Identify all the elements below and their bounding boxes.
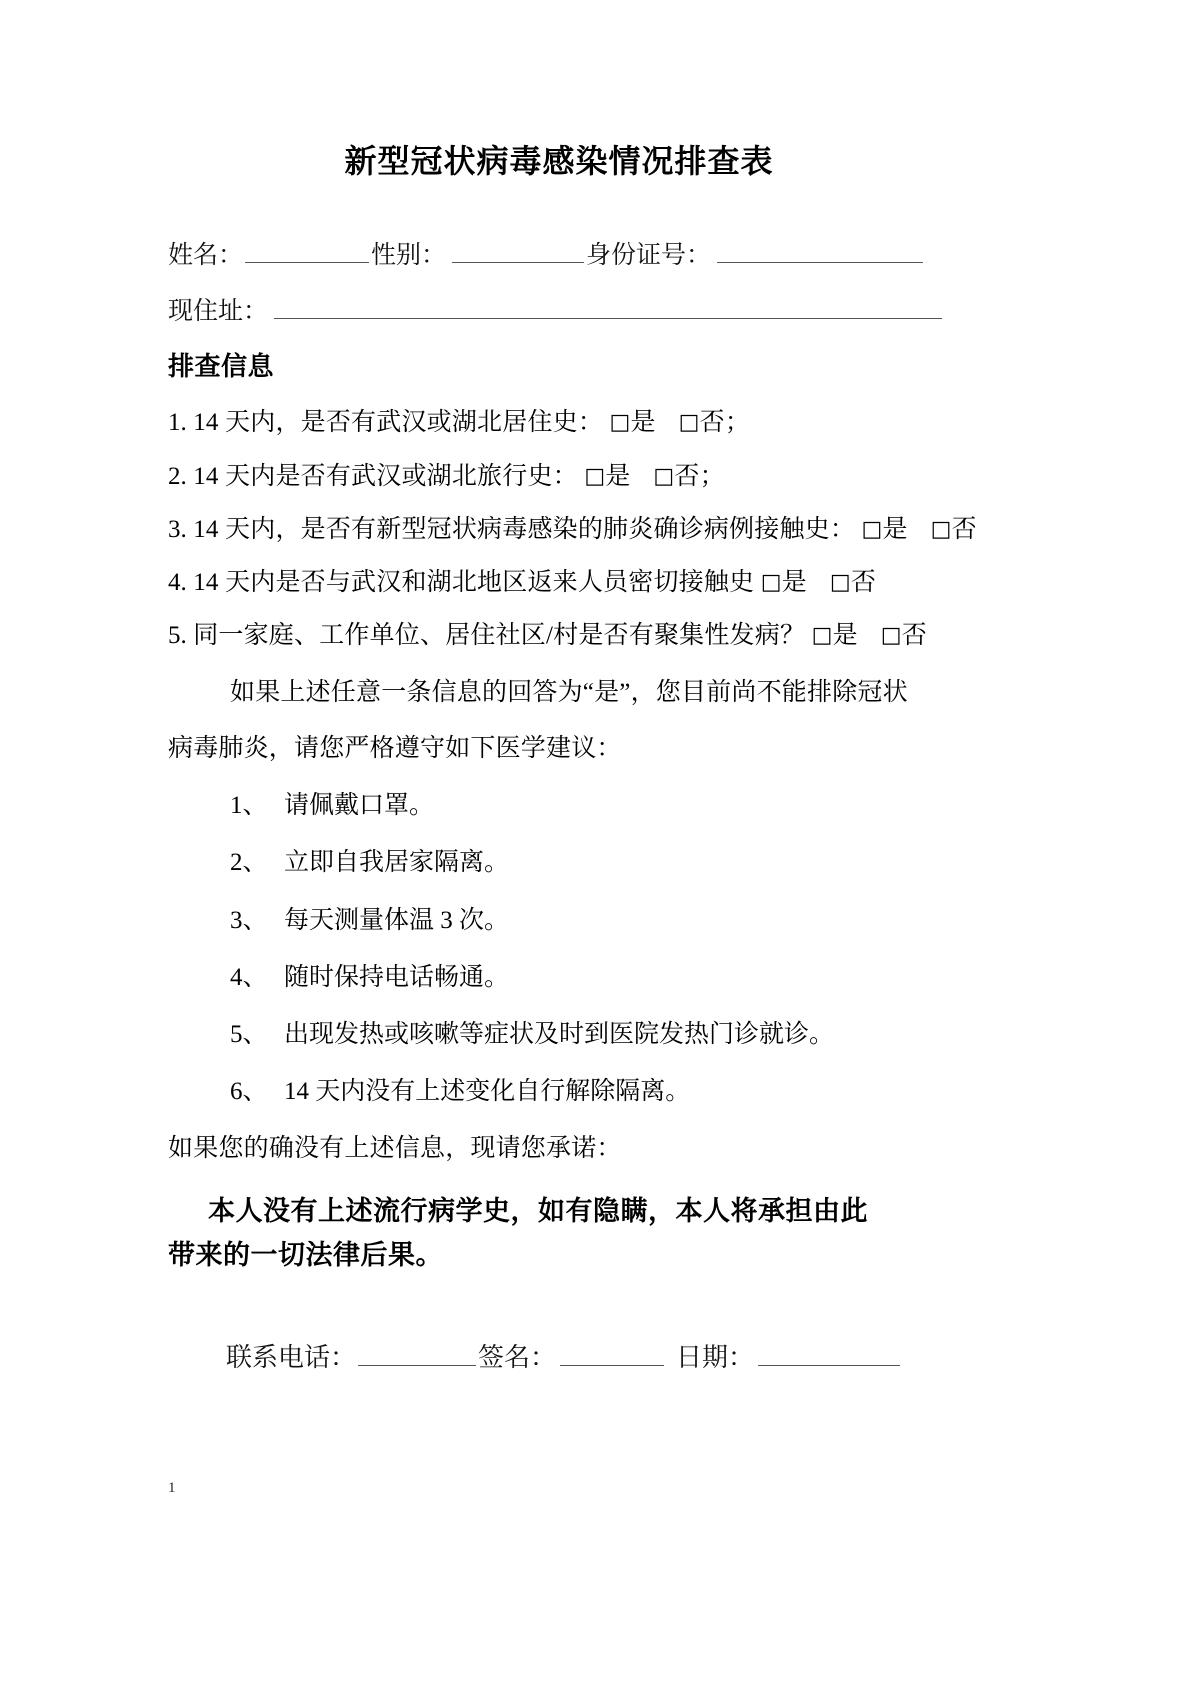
question-option-no[interactable]: 否: [951, 515, 977, 543]
date-label: 日期：: [676, 1342, 755, 1372]
checkbox-empty-icon[interactable]: □: [584, 463, 606, 489]
question-item: [168, 515, 977, 543]
advice-number: 1、: [230, 792, 268, 820]
question-text: 14 天内是否有武汉或湖北旅行史：: [193, 462, 578, 490]
advice-text: 随时保持电话畅通。: [284, 963, 510, 991]
section-heading-screening: 排查信息: [168, 352, 275, 383]
page-number: 1: [168, 1480, 176, 1496]
list-item: [168, 793, 950, 819]
notice-line-2: 病毒肺炎，请您严格遵守如下医学建议：: [168, 734, 622, 762]
signature-row: [168, 1342, 950, 1372]
identity-row: [168, 242, 950, 268]
checkbox-empty-icon[interactable]: □: [760, 570, 782, 596]
question-option-no[interactable]: 否: [674, 462, 700, 490]
list-item: [168, 1079, 950, 1105]
question-number: 1.: [168, 409, 187, 437]
question-number: 3.: [168, 515, 187, 543]
question-number: 4.: [168, 569, 187, 597]
question-option-no[interactable]: 否: [699, 409, 725, 437]
question-option-no[interactable]: 否: [850, 569, 877, 597]
question-number: 2.: [168, 462, 187, 490]
question-option-yes[interactable]: 是: [605, 462, 631, 490]
advice-text: 14 天内没有上述变化自行解除隔离。: [284, 1078, 691, 1106]
pledge-text: [168, 1190, 950, 1279]
advice-number: 5、: [230, 1021, 268, 1049]
id-number-label: 身份证号：: [586, 242, 712, 270]
advice-number: 4、: [230, 963, 268, 991]
question-number: 5.: [168, 622, 187, 650]
advice-text: 出现发热或咳嗽等症状及时到医院发热门诊就诊。: [284, 1021, 835, 1049]
phone-input-blank[interactable]: [358, 1345, 476, 1366]
checkbox-empty-icon[interactable]: □: [811, 623, 833, 649]
address-label: 现住址：: [168, 298, 269, 326]
gender-input-blank[interactable]: [452, 242, 584, 263]
address-row: [168, 298, 950, 324]
question-text: 14 天内，是否有新型冠状病毒感染的肺炎确诊病例接触史：: [193, 515, 856, 543]
advice-text: 每天测量体温 3 次。: [284, 906, 510, 934]
advice-number: 3、: [230, 906, 268, 934]
list-item: [168, 850, 950, 876]
question-option-yes[interactable]: 是: [882, 515, 908, 543]
name-label: 姓名：: [168, 242, 244, 270]
signature-input-blank[interactable]: [560, 1345, 664, 1366]
checkbox-empty-icon[interactable]: □: [829, 570, 851, 596]
advice-list: [168, 793, 950, 1106]
document-body: [168, 0, 977, 1372]
notice-line-1: 如果上述任意一条信息的回答为“是”，您目前尚不能排除冠状: [230, 678, 908, 706]
question-tail: ；: [724, 409, 751, 437]
question-item: [168, 623, 950, 649]
question-item: [168, 464, 950, 490]
list-item: [168, 908, 950, 934]
checkbox-empty-icon[interactable]: □: [861, 516, 883, 542]
question-option-yes[interactable]: 是: [781, 569, 807, 597]
list-item: [168, 965, 950, 991]
checkbox-empty-icon[interactable]: □: [609, 410, 631, 436]
advice-number: 2、: [230, 849, 268, 877]
question-option-yes[interactable]: 是: [630, 409, 656, 437]
checkbox-empty-icon[interactable]: □: [653, 463, 675, 489]
checkbox-empty-icon[interactable]: □: [880, 623, 902, 649]
id-number-input-blank[interactable]: [717, 242, 923, 263]
list-item: [168, 1022, 950, 1048]
question-option-no[interactable]: 否: [901, 622, 927, 650]
checkbox-empty-icon[interactable]: □: [930, 516, 952, 542]
question-item: [168, 410, 950, 436]
promise-intro: 如果您的确没有上述信息，现请您承诺：: [168, 1134, 622, 1162]
question-tail: ；: [699, 462, 725, 490]
question-item: [168, 570, 950, 596]
question-text: 14 天内是否与武汉和湖北地区返来人员密切接触史: [193, 569, 761, 597]
gender-label: 性别：: [371, 242, 447, 270]
page-title: 新型冠状病毒感染情况排查表: [344, 142, 774, 180]
pledge-line-1: 本人没有上述流行病学史，如有隐瞒，本人将承担由此: [208, 1195, 868, 1227]
pledge-line-2: 带来的一切法律后果。: [168, 1240, 443, 1272]
question-text: 14 天内，是否有武汉或湖北居住史：: [193, 409, 604, 437]
advice-number: 6、: [230, 1078, 268, 1106]
address-input-blank[interactable]: [274, 298, 942, 319]
advice-text: 请佩戴口罩。: [284, 792, 435, 820]
question-text: 同一家庭、工作单位、居住社区/村是否有聚集性发病？: [193, 622, 806, 650]
signature-label: 签名：: [478, 1342, 557, 1372]
phone-label: 联系电话：: [226, 1342, 357, 1372]
date-input-blank[interactable]: [758, 1345, 900, 1366]
advice-text: 立即自我居家隔离。: [284, 849, 510, 877]
name-input-blank[interactable]: [245, 242, 369, 263]
question-option-yes[interactable]: 是: [832, 622, 858, 650]
checkbox-empty-icon[interactable]: □: [678, 410, 700, 436]
